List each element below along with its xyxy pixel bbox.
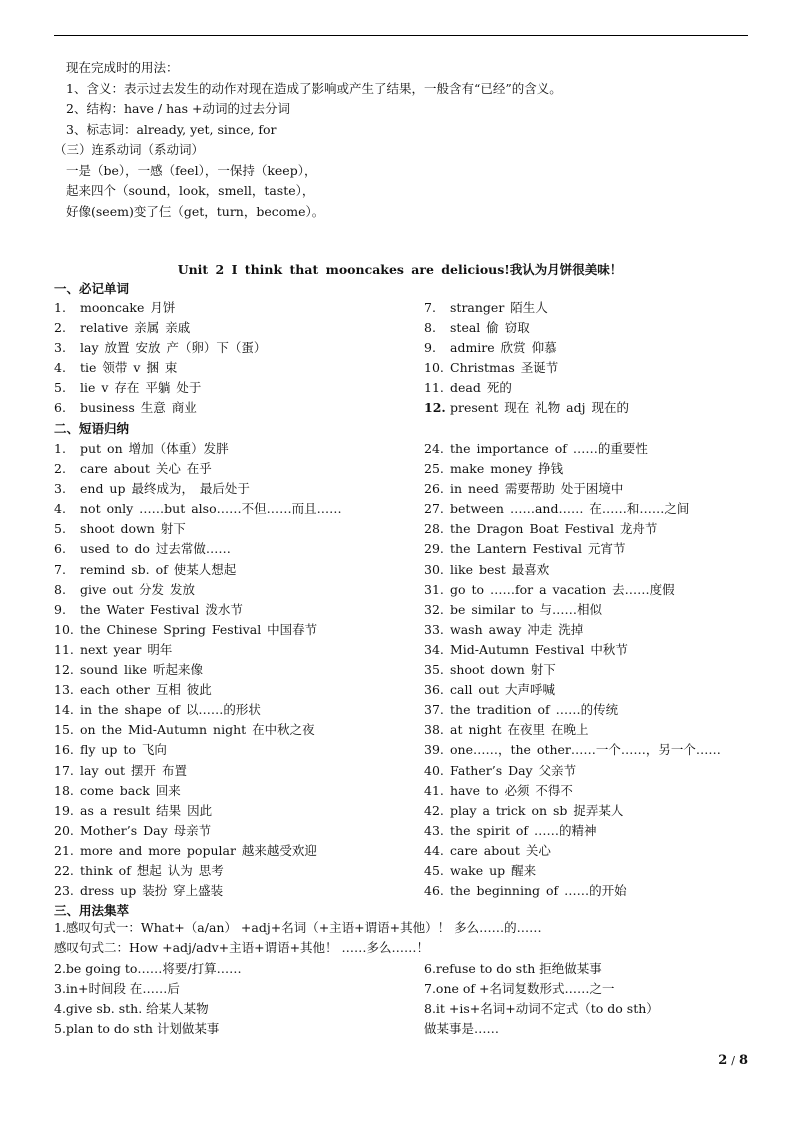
page-total: 8 (738, 1053, 748, 1068)
item-number: 9. (424, 340, 436, 356)
item-text: not only ……but also……不但……而且…… (80, 501, 342, 517)
list-item (424, 700, 721, 720)
list-item (54, 881, 342, 901)
item-number: 45. (424, 862, 444, 878)
item-text: remind sb. of 使某人想起 (80, 561, 237, 577)
item-number: 2. (54, 320, 66, 336)
item-number: 40. (424, 762, 444, 778)
list-item (424, 580, 721, 600)
item-number: 7. (424, 300, 436, 315)
item-text: used to do 过去常做…… (80, 541, 231, 557)
note-line: 起来四个（sound，look，smell，taste）， (66, 183, 315, 198)
item-number: 29. (424, 541, 444, 557)
item-number: 22. (54, 862, 74, 878)
item-text: give out 分发 发放 (80, 581, 195, 597)
list-item (54, 761, 342, 781)
item-text: more and more popular 越来越受欢迎 (80, 842, 317, 858)
list-item (424, 861, 721, 881)
list-item (424, 640, 721, 660)
list-item (424, 519, 721, 539)
item-text: lay out 摆开 布置 (80, 762, 188, 778)
note-line: 一是（be），一感（feel），一保持（keep）， (66, 162, 317, 178)
item-number: 35. (424, 662, 444, 678)
item-text: business 生意 商业 (80, 400, 197, 416)
list-item (54, 358, 266, 378)
list-item (54, 680, 342, 700)
item-text: come back 回来 (80, 782, 181, 798)
item-text: be similar to 与……相似 (450, 601, 603, 617)
item-number: 24. (424, 441, 444, 456)
list-item (424, 720, 721, 740)
page-number (718, 1053, 748, 1068)
list-item (424, 881, 721, 901)
item-number: 6. (54, 400, 66, 416)
item-number: 7. (54, 561, 66, 577)
item-number: 4. (54, 360, 66, 376)
note-line: 现在完成时的用法： (66, 60, 179, 75)
item-text: at night 在夜里 在晚上 (450, 722, 589, 738)
item-text: care about 关心 在乎 (80, 461, 212, 477)
item-number: 33. (424, 621, 444, 637)
item-number: 38. (424, 722, 444, 738)
item-number: 11. (424, 380, 444, 396)
note-line: 3、标志词：already, yet, since, for (66, 121, 277, 137)
page-separator: / (731, 1054, 735, 1067)
item-text: the Water Festival 泼水节 (80, 601, 243, 617)
item-number: 10. (54, 621, 74, 637)
list-item (54, 801, 342, 821)
item-number: 15. (54, 722, 74, 738)
list-item (424, 660, 721, 680)
item-text: like best 最喜欢 (450, 561, 550, 577)
header-rule (54, 35, 748, 36)
item-number: 18. (54, 782, 74, 798)
item-text: on the Mid-Autumn night 在中秋之夜 (80, 722, 315, 738)
item-text: make money 挣钱 (450, 461, 564, 477)
item-number: 2. (54, 461, 66, 477)
list-item (54, 479, 342, 499)
item-number: 34. (424, 641, 444, 657)
list-item (424, 821, 721, 841)
list-item (54, 539, 342, 559)
item-number: 16. (54, 742, 74, 758)
list-item (424, 620, 721, 640)
list-item (424, 680, 721, 700)
list-item (424, 298, 629, 318)
item-text: fly up to 飞向 (80, 742, 167, 758)
item-number: 36. (424, 682, 444, 698)
item-text: stranger 陌生人 (450, 300, 548, 315)
item-number: 39. (424, 742, 444, 758)
item-text: Mother’s Day 母亲节 (80, 822, 212, 838)
usage-row (54, 959, 754, 979)
section-heading-words: 一、必记单词 (54, 281, 130, 296)
item-number: 44. (424, 842, 444, 858)
item-text: put on 增加（体重）发胖 (80, 441, 229, 456)
usage-row (54, 979, 754, 999)
item-text: the beginning of ……的开始 (450, 883, 627, 899)
item-text: think of 想起 认为 思考 (80, 862, 224, 878)
list-item (54, 660, 342, 680)
list-item (54, 600, 342, 620)
list-item (54, 298, 266, 318)
item-number: 9. (54, 601, 66, 617)
item-number: 19. (54, 802, 74, 818)
list-item (54, 700, 342, 720)
list-item (54, 740, 342, 760)
section-heading-usage: 三、用法集萃 (54, 903, 130, 918)
item-text: next year 明年 (80, 641, 173, 657)
present-perfect-notes (54, 58, 748, 222)
words-list-right (424, 298, 629, 419)
item-text: end up 最终成为， 最后处于 (80, 481, 250, 497)
item-text: dead 死的 (450, 380, 512, 396)
item-number: 23. (54, 883, 74, 899)
item-text: the Chinese Spring Festival 中国春节 (80, 621, 318, 637)
item-text: call out 大声呼喊 (450, 682, 555, 698)
usage-left: 4.give sb. sth. 给某人某物 (54, 1001, 209, 1017)
usage-line: 1.感叹句式一：What+（a/an） +adj+名词（+主语+谓语+其他）！ 多么……的…… (54, 920, 542, 935)
usage-right: 6.refuse to do sth 拒绝做某事 (424, 960, 602, 976)
item-text: play a trick on sb 捉弄某人 (450, 802, 624, 818)
list-item (54, 519, 342, 539)
item-number: 41. (424, 782, 444, 798)
usage-right: 做某事是…… (424, 1021, 500, 1037)
list-item (424, 560, 721, 580)
list-item (54, 580, 342, 600)
list-item (424, 318, 629, 338)
item-text: one……，the other……一个……，另一个…… (450, 742, 721, 758)
list-item (54, 861, 342, 881)
list-item (424, 479, 721, 499)
usage-left: 5.plan to do sth 计划做某事 (54, 1021, 220, 1037)
item-text: mooncake 月饼 (80, 300, 176, 315)
item-number: 37. (424, 702, 444, 718)
item-text: the Lantern Festival 元宵节 (450, 541, 626, 557)
phrases-list-right (424, 439, 721, 901)
item-number: 43. (424, 822, 444, 838)
item-text: shoot down 射下 (450, 662, 556, 678)
item-text: go to ……for a vacation 去……度假 (450, 581, 675, 597)
item-number: 3. (54, 481, 66, 497)
usage-row (54, 999, 754, 1019)
item-text: lay 放置 安放 产（卵）下（蛋） (80, 340, 267, 356)
list-item (54, 499, 342, 519)
item-number: 5. (54, 521, 66, 537)
item-number: 13. (54, 682, 74, 698)
item-number: 8. (54, 581, 66, 597)
item-text: tie 领带 v 捆 束 (80, 360, 178, 376)
list-item (54, 338, 266, 358)
item-text: lie v 存在 平躺 处于 (80, 380, 202, 396)
list-item (54, 781, 342, 801)
list-item (424, 459, 721, 479)
item-text: each other 互相 彼此 (80, 682, 212, 698)
item-number: 27. (424, 501, 444, 517)
list-item (424, 439, 721, 459)
item-text: in the shape of 以……的形状 (80, 702, 261, 718)
phrases-list-left (54, 439, 342, 901)
list-item (54, 720, 342, 740)
item-text: relative 亲属 亲戚 (80, 320, 191, 336)
item-number: 31. (424, 581, 444, 597)
item-number: 5. (54, 380, 66, 396)
list-item (424, 761, 721, 781)
item-text: Father’s Day 父亲节 (450, 762, 577, 778)
note-line: （三）连系动词（系动词） (54, 142, 205, 157)
list-item (424, 499, 721, 519)
item-number: 32. (424, 601, 444, 617)
item-number: 14. (54, 702, 74, 718)
item-text: present 现在 礼物 adj 现在的 (450, 400, 629, 416)
item-number: 12. (54, 662, 74, 678)
item-number: 46. (424, 883, 444, 899)
usage-list (54, 918, 754, 1040)
item-text: wash away 冲走 洗掉 (450, 621, 584, 637)
list-item (424, 841, 721, 861)
item-text: have to 必须 不得不 (450, 782, 573, 798)
item-number: 28. (424, 521, 444, 537)
unit-title: Unit 2 I think that mooncakes are delicious!我认为月饼很美味！ (177, 262, 623, 277)
item-number: 11. (54, 641, 74, 657)
item-text: the tradition of ……的传统 (450, 702, 619, 718)
item-number: 17. (54, 762, 74, 778)
list-item (54, 459, 342, 479)
section-heading-phrases: 二、短语归纳 (54, 421, 130, 436)
item-text: between ……and…… 在……和……之间 (450, 501, 690, 517)
item-number: 25. (424, 461, 444, 477)
item-number: 6. (54, 541, 66, 557)
usage-row (54, 1019, 754, 1039)
item-text: the spirit of ……的精神 (450, 822, 597, 838)
list-item (424, 539, 721, 559)
usage-line: 感叹句式二：How +adj/adv+主语+谓语+其他！ ……多么……！ (54, 940, 430, 956)
list-item (424, 358, 629, 378)
usage-left: 3.in+时间段 在……后 (54, 980, 180, 996)
item-text: dress up 装扮 穿上盛装 (80, 883, 224, 899)
list-item (424, 801, 721, 821)
item-text: sound like 听起来像 (80, 662, 203, 678)
item-text: in need 需要帮助 处于困境中 (450, 481, 624, 497)
item-text: the importance of ……的重要性 (450, 441, 648, 456)
item-number: 21. (54, 842, 74, 858)
list-item (54, 620, 342, 640)
list-item (54, 439, 342, 459)
page-current: 2 (718, 1053, 728, 1068)
item-number: 8. (424, 320, 436, 336)
item-number: 12. (424, 400, 446, 416)
item-text: steal 偷 窃取 (450, 320, 530, 336)
list-item (424, 600, 721, 620)
item-number: 20. (54, 822, 74, 838)
item-text: care about 关心 (450, 842, 551, 858)
note-line: 2、结构：have / has +动词的过去分词 (66, 101, 290, 116)
item-text: the Dragon Boat Festival 龙舟节 (450, 521, 658, 537)
item-number: 4. (54, 501, 66, 517)
list-item (424, 781, 721, 801)
item-number: 26. (424, 481, 444, 497)
list-item (54, 318, 266, 338)
list-item (424, 740, 721, 760)
list-item (54, 378, 266, 398)
note-line: 好像(seem)变了仨（get，turn，become）。 (66, 203, 325, 219)
list-item (54, 821, 342, 841)
item-number: 30. (424, 561, 444, 577)
item-number: 10. (424, 360, 444, 376)
item-text: Mid-Autumn Festival 中秋节 (450, 641, 628, 657)
item-text: wake up 醒来 (450, 862, 537, 878)
list-item (54, 560, 342, 580)
usage-right: 8.it +is+名词+动词不定式（to do sth） (424, 1001, 659, 1017)
item-text: Christmas 圣诞节 (450, 360, 559, 376)
item-number: 42. (424, 802, 444, 818)
list-item (424, 378, 629, 398)
item-number: 1. (54, 300, 66, 315)
item-text: admire 欣赏 仰慕 (450, 340, 557, 356)
item-number: 3. (54, 340, 66, 356)
usage-right: 7.one of +名词复数形式……之一 (424, 980, 615, 996)
list-item (424, 398, 629, 418)
list-item (54, 398, 266, 418)
list-item (54, 841, 342, 861)
words-list-left (54, 298, 266, 419)
item-text: shoot down 射下 (80, 521, 186, 537)
item-text: as a result 结果 因此 (80, 802, 213, 818)
list-item (424, 338, 629, 358)
list-item (54, 640, 342, 660)
item-number: 1. (54, 441, 66, 456)
usage-left: 2.be going to……将要/打算…… (54, 960, 242, 976)
note-line: 1、含义：表示过去发生的动作对现在造成了影响或产生了结果，一般含有“已经”的含义。 (66, 80, 562, 96)
